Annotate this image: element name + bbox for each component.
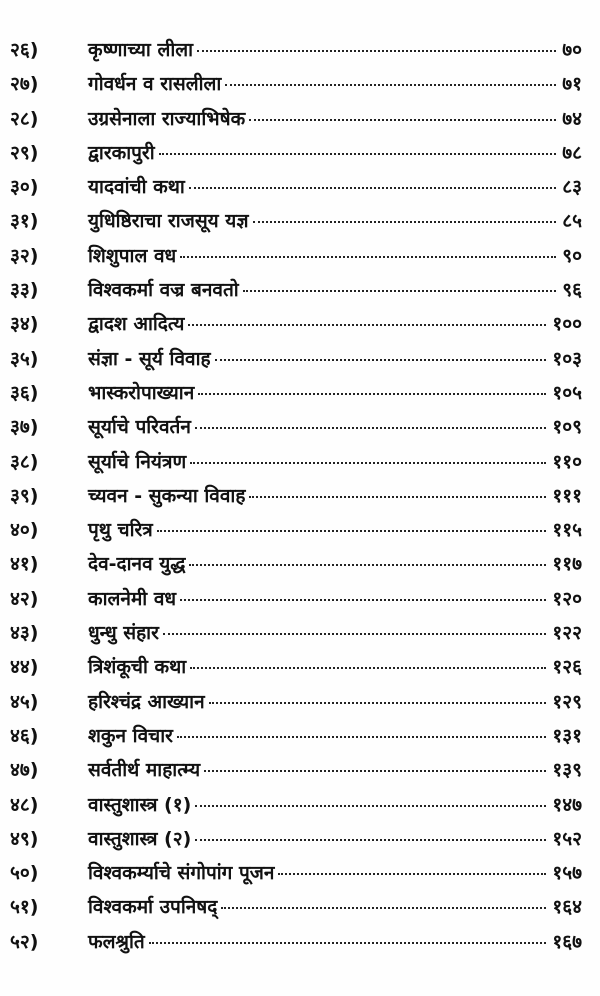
dot-leader (195, 427, 546, 429)
dot-leader (243, 290, 557, 292)
entry-line (88, 791, 582, 819)
entry-page-number: ११५ (552, 519, 582, 542)
toc-entry (0, 308, 600, 342)
entry-line (88, 173, 582, 201)
entry-number: ४०) (10, 519, 39, 542)
entry-title: शकुन विचार (88, 724, 173, 747)
entry-page-number: १०५ (552, 381, 582, 404)
entry-page-number: १६४ (552, 896, 582, 919)
entry-line (88, 688, 582, 716)
dot-leader (149, 942, 547, 944)
toc-entry (0, 34, 600, 68)
dot-leader (225, 84, 556, 86)
dot-leader (253, 221, 557, 223)
entry-number: ४८) (10, 793, 39, 816)
toc-entry (0, 789, 600, 823)
entry-page-number: १५७ (552, 862, 582, 885)
toc-entry (0, 651, 600, 685)
toc-entry (0, 446, 600, 480)
entry-number: ३२) (10, 244, 39, 267)
entry-number: ४५) (10, 690, 39, 713)
entry-page-number: १६७ (552, 930, 582, 953)
entry-page-number: ७१ (562, 73, 582, 96)
dot-leader (249, 496, 546, 498)
entry-title: पृथु चरित्र (88, 519, 153, 542)
dot-leader (209, 702, 547, 704)
entry-title: विश्वकर्मा उपनिषद् (88, 896, 218, 919)
entry-page-number: १३१ (552, 724, 582, 747)
entry-title: देव-दानव युद्ध (88, 553, 186, 576)
toc-entry (0, 240, 600, 274)
entry-number: ४१) (10, 553, 39, 576)
entry-title: फलश्रुति (88, 930, 145, 953)
entry-page-number: १०३ (552, 347, 582, 370)
entry-line (88, 550, 582, 578)
entry-page-number: १११ (552, 484, 582, 507)
entry-number: ३६) (10, 381, 39, 404)
entry-number: ३९) (10, 484, 39, 507)
entry-title: कृष्णाच्या लीला (88, 39, 194, 61)
dot-leader (163, 633, 546, 635)
entry-line (88, 379, 582, 407)
entry-page-number: ११० (552, 450, 582, 473)
entry-line (88, 310, 582, 338)
dot-leader (188, 324, 546, 326)
entry-page-number: १४७ (552, 793, 582, 816)
entry-line (88, 207, 582, 235)
table-of-contents (0, 34, 600, 960)
entry-line (88, 825, 582, 853)
dot-leader (215, 359, 547, 361)
dot-leader (190, 462, 546, 464)
entry-page-number: १५२ (552, 827, 582, 850)
toc-entry (0, 583, 600, 617)
entry-line (88, 756, 582, 784)
entry-line (88, 413, 582, 441)
entry-line (88, 36, 582, 64)
toc-entry (0, 514, 600, 548)
entry-line (88, 276, 582, 304)
entry-line (88, 653, 582, 681)
entry-number: ३१) (10, 210, 39, 233)
toc-entry (0, 480, 600, 514)
entry-page-number: ७४ (562, 107, 582, 130)
toc-entry (0, 137, 600, 171)
entry-line (88, 139, 582, 167)
entry-title: युधिष्ठिराचा राजसूय यज्ञ (88, 210, 249, 233)
toc-entry (0, 343, 600, 377)
entry-title: विश्वकर्मा वज्र बनवतो (88, 279, 239, 302)
entry-number: ४९) (10, 827, 39, 850)
entry-number: ३५) (10, 347, 39, 370)
entry-title: भास्करोपाख्यान (88, 381, 195, 404)
entry-title: वास्तुशास्त्र (२) (88, 827, 192, 850)
entry-number: ५१) (10, 896, 39, 919)
dot-leader (204, 770, 546, 772)
dot-leader (180, 599, 546, 601)
entry-page-number: १२२ (552, 622, 582, 645)
dot-leader (278, 873, 546, 875)
entry-title: वास्तुशास्त्र (१) (88, 793, 192, 816)
entry-title: त्रिशंकूची कथा (88, 656, 187, 679)
entry-line (88, 585, 582, 613)
entry-title: द्वारकापुरी (88, 141, 155, 164)
entry-title: धुन्धु संहार (88, 622, 159, 645)
toc-entry (0, 891, 600, 925)
entry-line (88, 516, 582, 544)
entry-title: च्यवन - सुकन्या विवाह (88, 484, 246, 507)
dot-leader (159, 153, 557, 155)
entry-line (88, 70, 582, 98)
entry-number: ३४) (10, 313, 39, 336)
entry-number: २९) (10, 141, 39, 164)
entry-line (88, 722, 582, 750)
entry-number: ३७) (10, 416, 39, 439)
entry-page-number: ८३ (562, 176, 582, 199)
dot-leader (221, 907, 546, 909)
entry-number: ३८) (10, 450, 39, 473)
entry-title: कालनेमी वध (88, 587, 177, 610)
entry-number: ३०) (10, 176, 39, 199)
entry-number: ४७) (10, 759, 39, 782)
entry-number: ५०) (10, 862, 39, 885)
entry-title: संज्ञा - सूर्य विवाह (88, 347, 211, 370)
entry-title: द्वादश आदित्य (88, 313, 185, 336)
entry-page-number: ९० (562, 244, 582, 267)
entry-title: विश्वकर्म्याचे संगोपांग पूजन (88, 862, 275, 885)
toc-entry (0, 720, 600, 754)
entry-page-number: १२९ (552, 690, 582, 713)
dot-leader (157, 530, 547, 532)
entry-page-number: ९६ (562, 279, 582, 302)
toc-entry (0, 377, 600, 411)
toc-entry (0, 411, 600, 445)
entry-number: २६) (10, 39, 39, 61)
entry-title: सूर्याचे परिवर्तन (88, 416, 191, 439)
entry-number: २७) (10, 73, 39, 96)
dot-leader (189, 187, 556, 189)
toc-entry (0, 754, 600, 788)
entry-page-number: ७० (562, 39, 582, 61)
entry-number: ४३) (10, 622, 39, 645)
dot-leader (197, 50, 556, 52)
toc-entry (0, 823, 600, 857)
entry-title: सूर्याचे नियंत्रण (88, 450, 187, 473)
dot-leader (180, 256, 556, 258)
entry-page-number: १०० (552, 313, 582, 336)
entry-page-number: १२६ (552, 656, 582, 679)
entry-page-number: १०९ (552, 416, 582, 439)
toc-entry (0, 103, 600, 137)
entry-line (88, 859, 582, 887)
entry-page-number: ७८ (562, 141, 582, 164)
toc-entry (0, 857, 600, 891)
entry-page-number: ११७ (552, 553, 582, 576)
entry-number: ३३) (10, 279, 39, 302)
entry-number: ५२) (10, 930, 39, 953)
dot-leader (198, 393, 546, 395)
entry-line (88, 482, 582, 510)
entry-line (88, 928, 582, 956)
entry-title: गोवर्धन व रासलीला (88, 73, 222, 96)
toc-entry (0, 686, 600, 720)
entry-number: ४६) (10, 724, 39, 747)
entry-line (88, 448, 582, 476)
entry-title: यादवांची कथा (88, 176, 185, 199)
entry-line (88, 345, 582, 373)
toc-entry (0, 617, 600, 651)
entry-line (88, 105, 582, 133)
entry-page-number: ८५ (562, 210, 582, 233)
entry-number: ४४) (10, 656, 39, 679)
entry-number: २८) (10, 107, 39, 130)
entry-line (88, 242, 582, 270)
dot-leader (177, 736, 546, 738)
dot-leader (249, 119, 556, 121)
entry-line (88, 619, 582, 647)
dot-leader (195, 839, 546, 841)
entry-title: शिशुपाल वध (88, 244, 177, 267)
entry-title: सर्वतीर्थ माहात्म्य (88, 759, 201, 782)
toc-entry (0, 205, 600, 239)
toc-entry (0, 926, 600, 960)
toc-entry (0, 274, 600, 308)
entry-page-number: १३९ (552, 759, 582, 782)
toc-entry (0, 68, 600, 102)
entry-number: ४२) (10, 587, 39, 610)
toc-entry (0, 171, 600, 205)
toc-entry (0, 548, 600, 582)
entry-title: उग्रसेनाला राज्याभिषेक (88, 107, 246, 130)
entry-line (88, 893, 582, 921)
entry-page-number: १२० (552, 587, 582, 610)
dot-leader (190, 667, 546, 669)
entry-title: हरिश्चंद्र आख्यान (88, 690, 205, 713)
dot-leader (189, 564, 546, 566)
dot-leader (195, 805, 546, 807)
